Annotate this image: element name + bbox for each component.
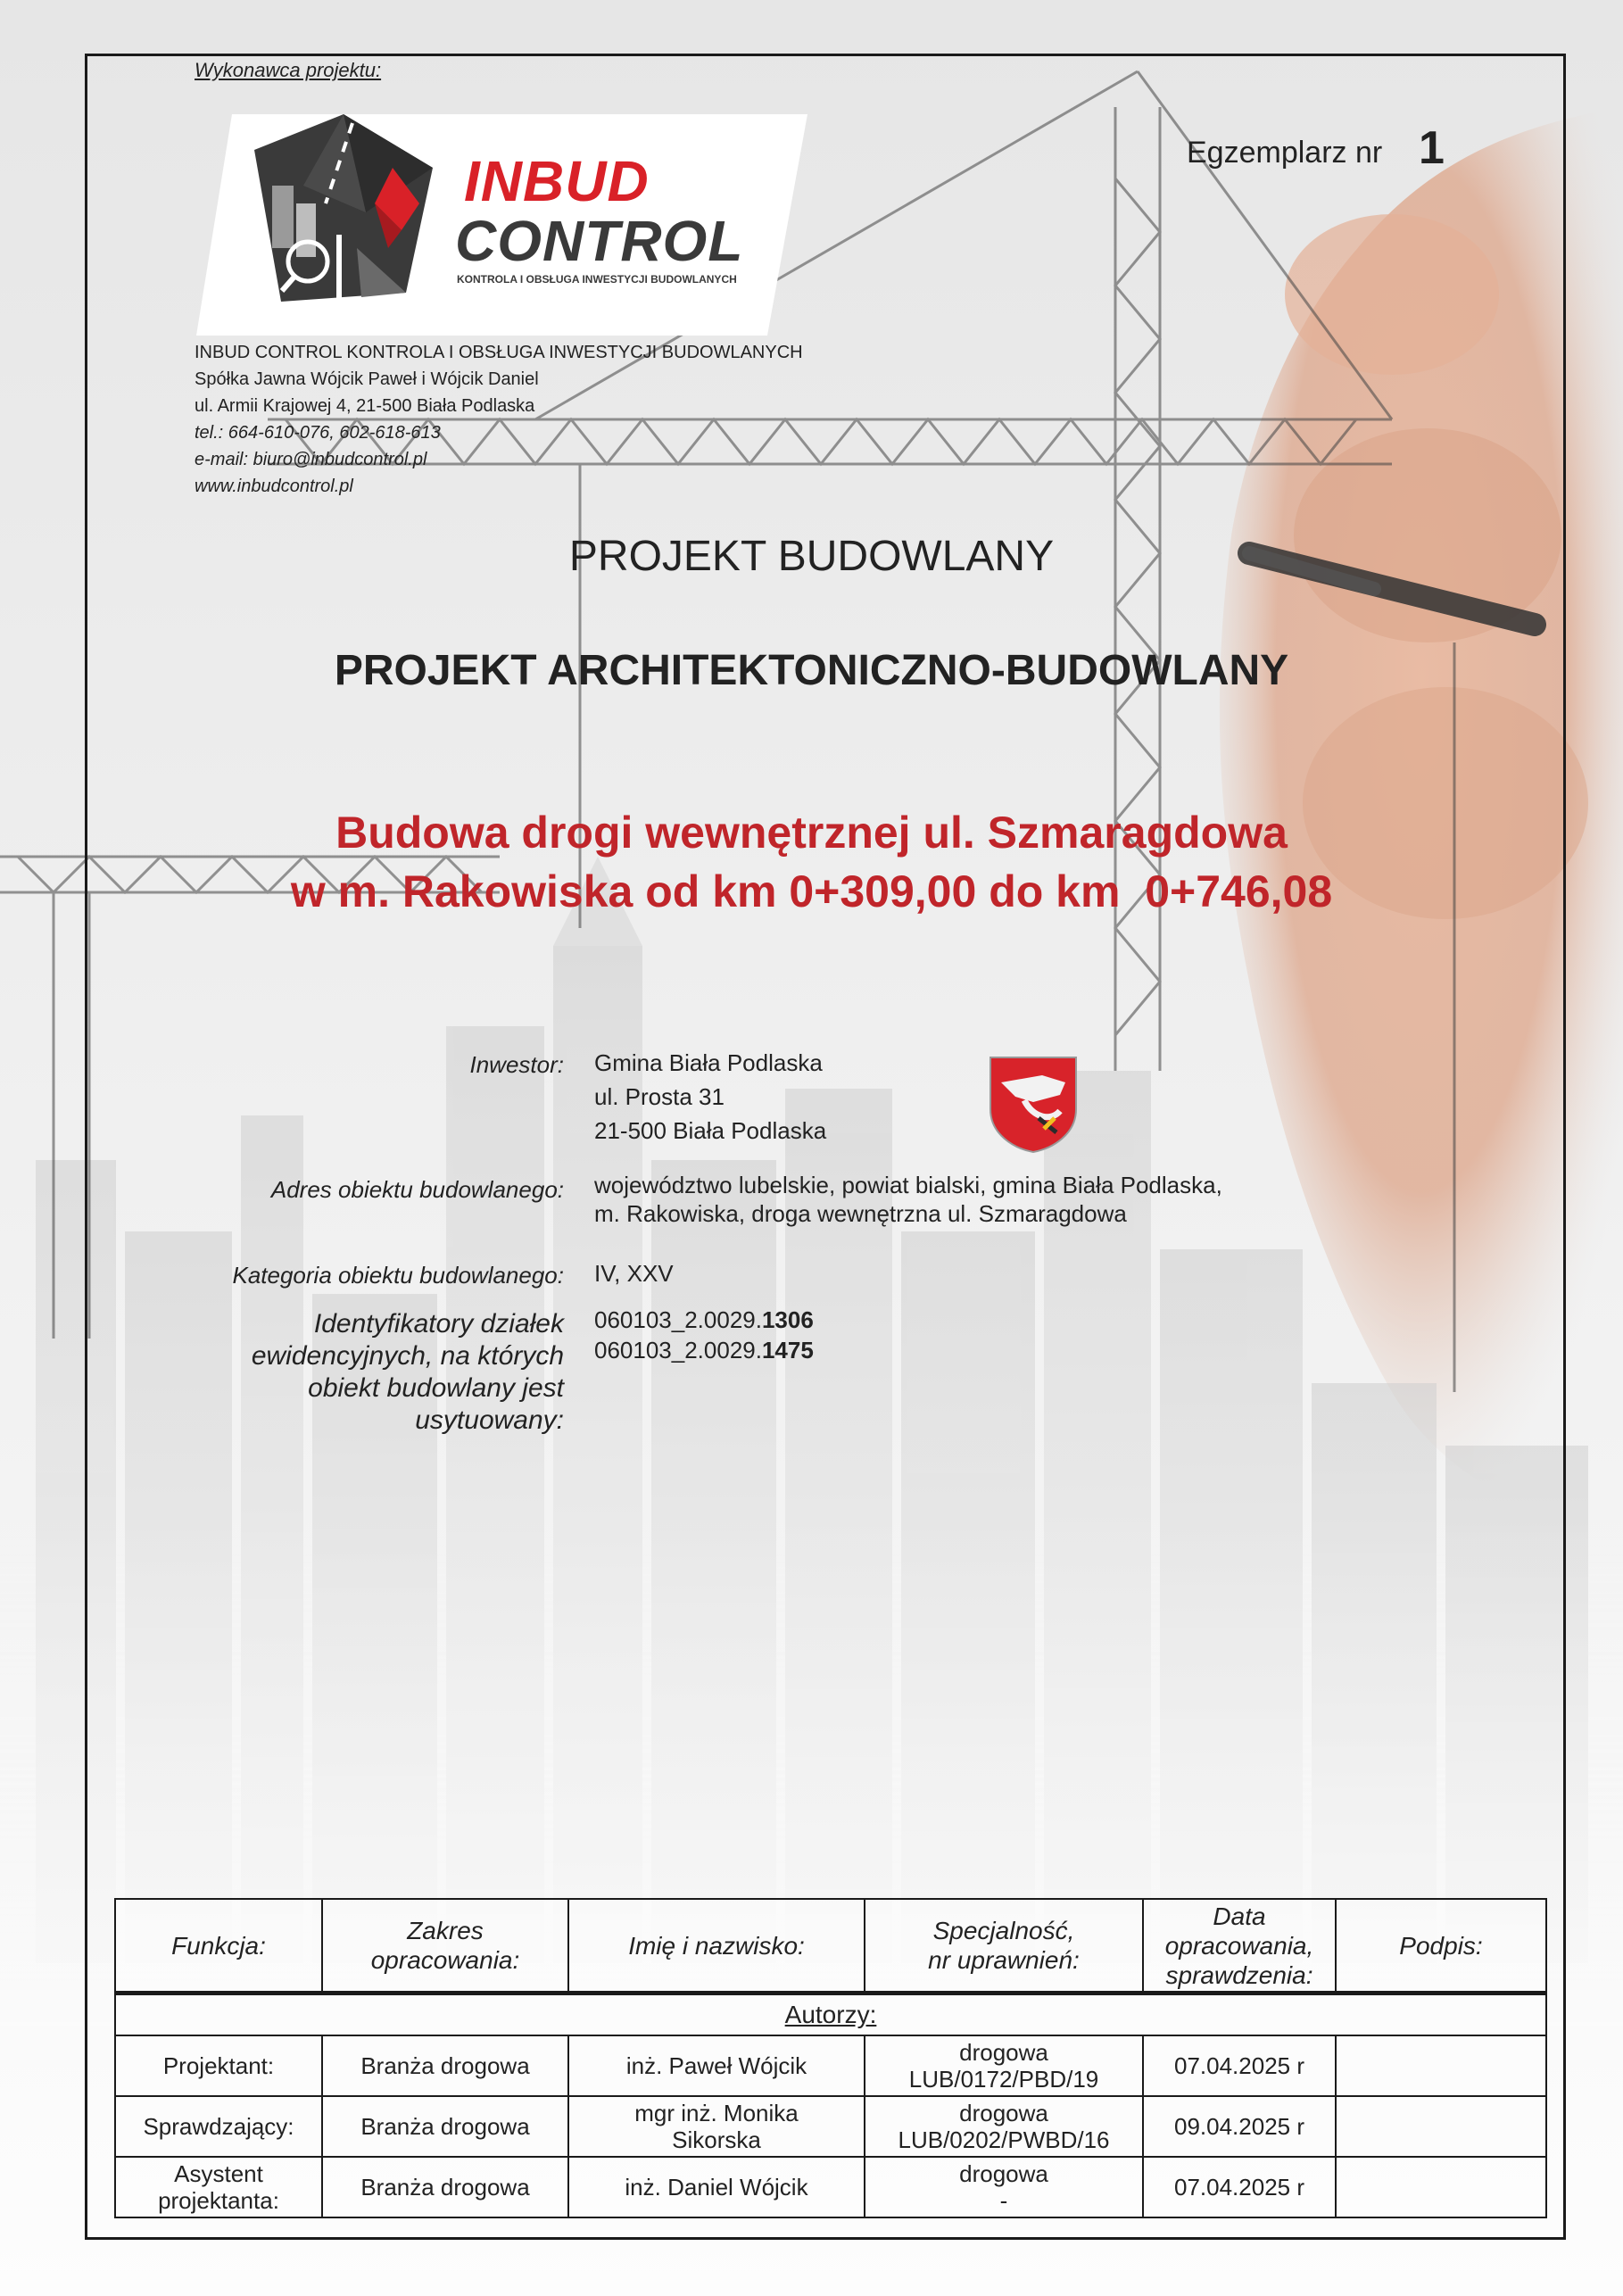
investor-city: 21-500 Biała Podlaska: [594, 1117, 827, 1144]
address-value: [594, 1171, 1222, 1228]
company-website[interactable]: www.inbudcontrol.pl: [195, 477, 353, 496]
address-label: Adres obiektu budowlanego:: [270, 1176, 564, 1203]
logo-tagline: KONTROLA I OBSŁUGA INWESTYCJI BUDOWLANYCH: [457, 273, 737, 286]
cell-scope: Branża drogowa: [322, 2035, 568, 2096]
cell-function: Asystent projektanta:: [115, 2157, 322, 2217]
header-name: Imię i nazwisko:: [568, 1899, 865, 1993]
table-row: [115, 2035, 1546, 2096]
parcels-label-line3: obiekt budowlany jest: [308, 1373, 564, 1403]
cell-date: 07.04.2025 r: [1143, 2157, 1336, 2217]
parcels-label-line2: ewidencyjnych, na których: [251, 1341, 564, 1371]
company-name: INBUD CONTROL KONTROLA I OBSŁUGA INWESTYCJI BUDOWLANYCH: [195, 343, 803, 362]
cell-name: mgr inż. Monika Sikorska: [568, 2096, 865, 2157]
logo-name-line1: INBUD: [464, 149, 650, 213]
project-title: [0, 803, 1623, 921]
copy-number: 1: [1419, 122, 1445, 174]
cell-date: 09.04.2025 r: [1143, 2096, 1336, 2157]
project-title-line1: Budowa drogi wewnętrznej ul. Szmaragdowa: [335, 808, 1288, 858]
company-email[interactable]: e-mail: biuro@inbudcontrol.pl: [195, 450, 427, 469]
company-partners: Spółka Jawna Wójcik Paweł i Wójcik Daniel: [195, 369, 539, 389]
copy-label: Egzemplarz nr: [1187, 136, 1383, 170]
cell-function: Sprawdzający:: [115, 2096, 322, 2157]
header-scope: Zakres opracowania:: [322, 1899, 568, 1993]
investor-street: ul. Prosta 31: [594, 1083, 725, 1110]
company-info: [195, 339, 803, 500]
parcel-1: 060103_2.0029.1306: [594, 1306, 814, 1333]
cell-scope: Branża drogowa: [322, 2157, 568, 2217]
header-specialty: Specjalność, nr uprawnień:: [865, 1899, 1143, 1993]
project-title-line2: w m. Rakowiska od km 0+309,00 do km 0+746,08: [290, 866, 1333, 916]
parcels-label: [29, 1308, 564, 1437]
authors-caption-row: [115, 1993, 1546, 2036]
cell-signature: [1336, 2035, 1546, 2096]
investor-value: [594, 1046, 826, 1148]
cell-name: inż. Daniel Wójcik: [568, 2157, 865, 2217]
company-phone: tel.: 664-610-076, 602-618-613: [195, 423, 441, 443]
coat-of-arms-icon: [989, 1056, 1078, 1154]
cell-specialty: drogowa -: [865, 2157, 1143, 2217]
table-row: [115, 2157, 1546, 2217]
parcels-label-line4: usytuowany:: [415, 1405, 564, 1435]
table-row: [115, 2096, 1546, 2157]
parcels-label-line1: Identyfikatory działek: [313, 1309, 564, 1339]
company-logo: [196, 114, 807, 336]
cell-scope: Branża drogowa: [322, 2096, 568, 2157]
cell-function: Projektant:: [115, 2035, 322, 2096]
category-label: Kategoria obiektu budowlanego:: [232, 1262, 564, 1289]
authors-caption: Autorzy:: [784, 2001, 877, 2028]
authors-table: [114, 1898, 1547, 2218]
category-value: IV, XXV: [594, 1260, 674, 1287]
header-function: Funkcja:: [115, 1899, 322, 1993]
company-address: ul. Armii Krajowej 4, 21-500 Biała Podlaska: [195, 396, 535, 416]
cell-signature: [1336, 2157, 1546, 2217]
address-line2: m. Rakowiska, droga wewnętrzna ul. Szmaragdowa: [594, 1200, 1127, 1227]
header-signature: Podpis:: [1336, 1899, 1546, 1993]
parcel-2: 060103_2.0029.1475: [594, 1337, 814, 1364]
document-subheading: PROJEKT ARCHITEKTONICZNO-BUDOWLANY: [334, 647, 1289, 694]
cell-specialty: drogowa LUB/0202/PWBD/16: [865, 2096, 1143, 2157]
parcels-value: [594, 1305, 814, 1365]
investor-name: Gmina Biała Podlaska: [594, 1049, 823, 1076]
address-line1: województwo lubelskie, powiat bialski, gmina Biała Podlaska,: [594, 1172, 1222, 1198]
cell-signature: [1336, 2096, 1546, 2157]
document-heading: PROJEKT BUDOWLANY: [568, 533, 1055, 580]
cell-specialty: drogowa LUB/0172/PBD/19: [865, 2035, 1143, 2096]
cell-name: inż. Paweł Wójcik: [568, 2035, 865, 2096]
cell-date: 07.04.2025 r: [1143, 2035, 1336, 2096]
logo-name-line2: CONTROL: [455, 209, 744, 273]
authors-header-row: [115, 1899, 1546, 1993]
header-date: Data opracowania, sprawdzenia:: [1143, 1899, 1336, 1993]
contractor-label: Wykonawca projektu:: [195, 59, 382, 81]
investor-label: Inwestor:: [469, 1051, 564, 1078]
